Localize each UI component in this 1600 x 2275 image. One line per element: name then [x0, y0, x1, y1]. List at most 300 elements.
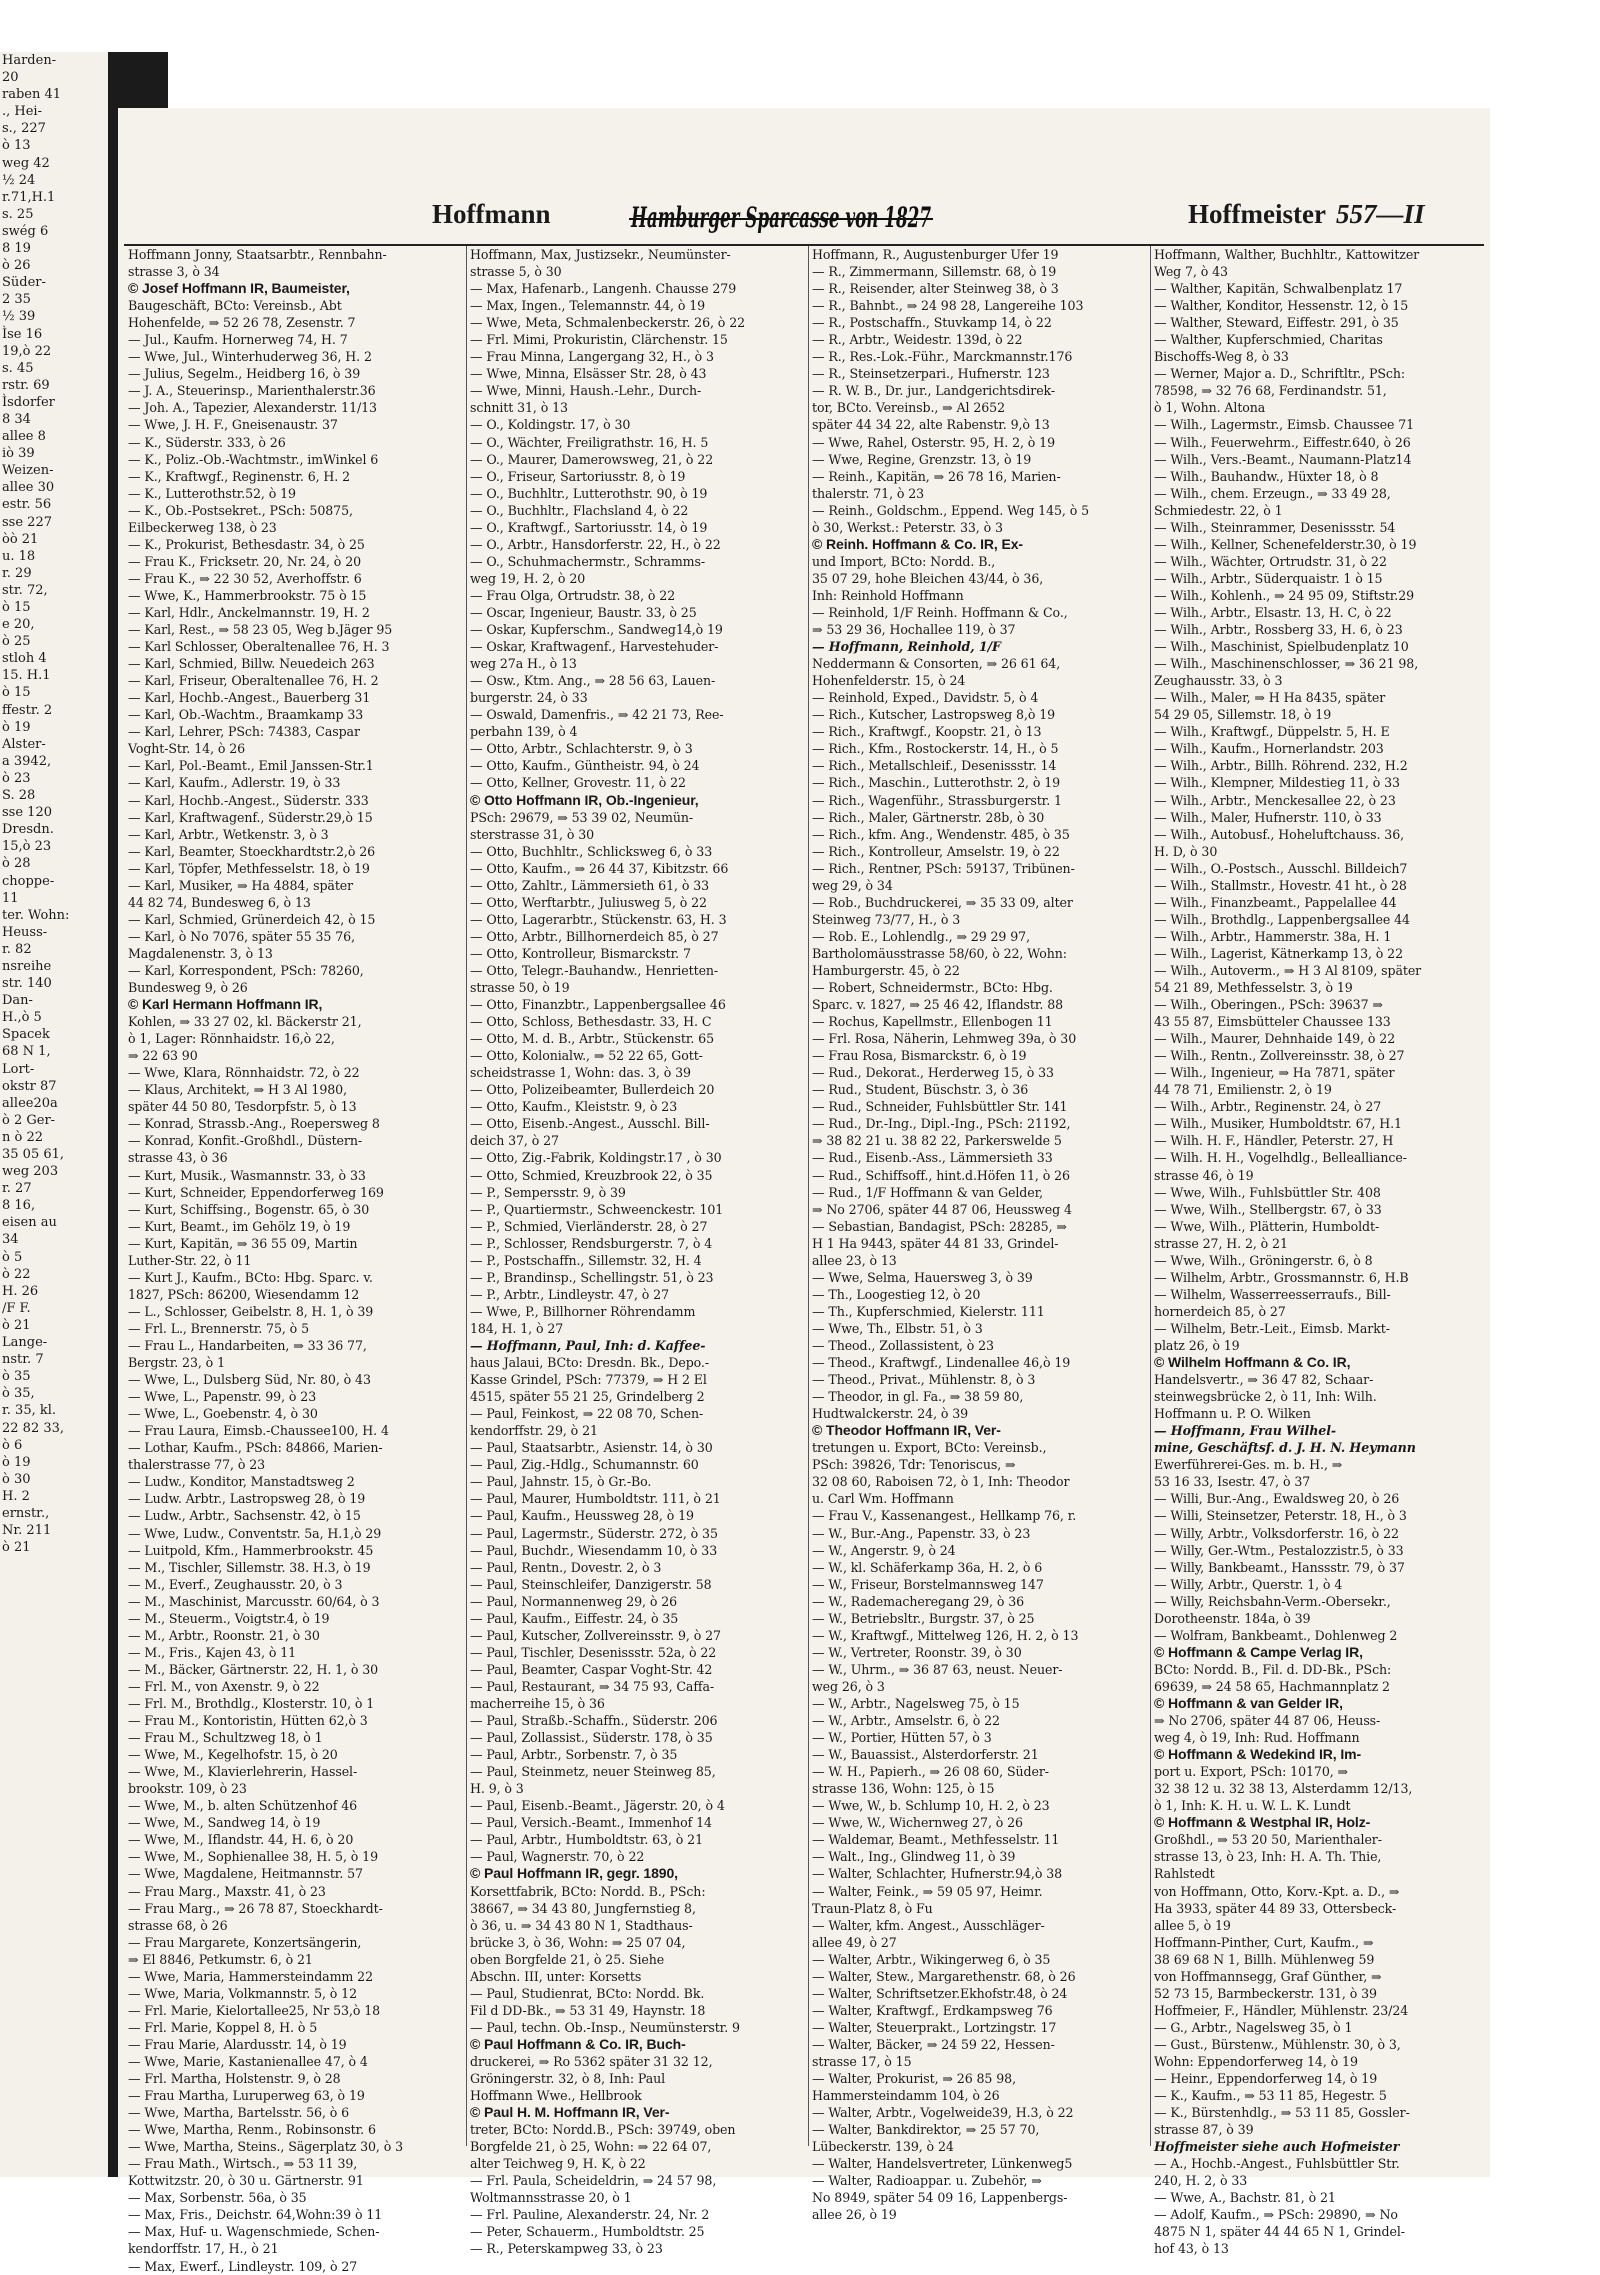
directory-entry: — Otto, Kolonialw., ⇒ 52 22 65, Gott- [470, 1048, 703, 1064]
prev-page-fragment: n ò 22 [2, 1129, 44, 1145]
directory-entry: — K., Poliz.-Ob.-Wachtmstr., imWinkel 6 [128, 451, 379, 467]
prev-page-fragment: iò 39 [2, 446, 35, 462]
directory-entry: — Heinr., Eppendorferweg 14, ò 19 [1154, 2071, 1378, 2087]
directory-entry: — Walter, Stew., Margarethenstr. 68, ò 26 [812, 1968, 1076, 1984]
directory-entry: — O., Kraftwgf., Sartoriusstr. 14, ò 19 [470, 519, 708, 535]
directory-entry: — Wilh., Musiker, Humboldtstr. 67, H.1 [1154, 1116, 1402, 1132]
directory-entry: — Wwe, M., Kegelhofstr. 15, ò 20 [128, 1747, 338, 1763]
prev-page-fragment: stloh 4 [2, 651, 47, 667]
prev-page-fragment: allee 30 [2, 480, 55, 496]
directory-entry: — Rich., Rentner, PSch: 59137, Tribünen- [812, 860, 1075, 876]
directory-entry: 1827, PSch: 86200, Wiesendamm 12 [128, 1286, 360, 1302]
directory-entry: — Wilh., Finanzbeamt., Pappelallee 44 [1154, 894, 1397, 910]
prev-page-fragment: ò 13 [2, 138, 31, 154]
directory-entry: — Otto, Finanzbtr., Lappenbergsallee 46 [470, 997, 726, 1013]
directory-entry: Ewerführerei-Ges. m. b. H., ⇒ [1154, 1457, 1343, 1473]
prev-page-fragment: nsreihe [2, 958, 52, 974]
directory-entry: thalerstr. 71, ò 23 [812, 485, 925, 501]
directory-entry: — Max, Fris., Deichstr. 64,Wohn:39 ò 11 [128, 2207, 383, 2223]
directory-entry: — Frau Marg., Maxstr. 41, ò 23 [128, 1883, 326, 1899]
directory-entry: Bundesweg 9, ò 26 [128, 980, 248, 996]
prev-page-fragment: r. 29 [2, 565, 32, 581]
directory-entry: Hoffmann, Walther, Buchhltr., Kattowitzer [1154, 247, 1420, 262]
prev-page-fragment: 15. H.1 [2, 668, 51, 684]
prev-page-fragment: ò 30 [2, 1471, 31, 1487]
directory-entry: — Joh. A., Tapezier, Alexanderstr. 11/13 [128, 400, 377, 416]
directory-entry: — Wilh., O.-Postsch., Ausschl. Billdeich7 [1154, 860, 1408, 876]
directory-entry: — Oswald, Damenfris., ⇒ 42 21 73, Ree- [470, 707, 724, 723]
directory-entry: — Rud., Dr.-Ing., Dipl.-Ing., PSch: 21192, [812, 1116, 1071, 1132]
directory-entry: — Paul, Arbtr., Sorbenstr. 7, ò 35 [470, 1747, 678, 1763]
directory-entry: — Wilh., Arbtr., Menckesallee 22, ò 23 [1154, 792, 1396, 808]
directory-entry: — Wilh., Arbtr., Reginenstr. 24, ò 27 [1154, 1099, 1382, 1115]
directory-entry: — Kurt, Beamt., im Gehölz 19, ò 19 [128, 1218, 351, 1234]
directory-entry: — W., Rademacheregang 29, ò 36 [812, 1593, 1025, 1609]
directory-entry: — Konrad, Strassb.-Ang., Roepersweg 8 [128, 1116, 380, 1132]
directory-entry: — Hoffmann, Reinhold, 1/F [812, 639, 1001, 655]
directory-entry: — G., Arbtr., Nagelsweg 35, ò 1 [1154, 2019, 1353, 2035]
directory-entry: — O., Schuhmachermstr., Schramms- [470, 553, 706, 569]
directory-entry: 32 08 60, Raboisen 72, ò 1, Inh: Theodor [812, 1474, 1070, 1490]
directory-entry: — Klaus, Architekt, ⇒ H 3 Al 1980, [128, 1082, 347, 1098]
prev-page-fragment: allee20a [2, 1095, 58, 1111]
directory-entry: © Reinh. Hoffmann & Co. IR, Ex- [812, 535, 1023, 552]
directory-entry: allee 5, ò 19 [1154, 1917, 1231, 1933]
directory-entry: — R., Reisender, alter Steinweg 38, ò 3 [812, 281, 1059, 297]
directory-entry: strasse 13, ò 23, Inh: H. A. Th. Thie, [1154, 1849, 1382, 1865]
directory-entry: Lübeckerstr. 139, ò 24 [812, 2139, 954, 2155]
directory-entry: — Wwe, Marie, Kastanienallee 47, ò 4 [128, 2053, 368, 2069]
prev-page-fragment: Dresdn. [2, 822, 54, 838]
prev-page-fragment: Süder- [2, 275, 46, 291]
directory-entry: weg 4, ò 19, Inh: Rud. Hoffmann [1154, 1730, 1360, 1746]
directory-entry: — Karl, Friseur, Oberaltenallee 76, H. 2 [128, 673, 379, 689]
directory-entry: Zeughausstr. 33, ò 3 [1154, 673, 1283, 689]
directory-entry: haus Jalaui, BCto: Dresdn. Bk., Depo.- [470, 1355, 709, 1371]
prev-page-fragment: ffestr. 2 [2, 702, 53, 718]
directory-entry: — Karl, Pol.-Beamt., Emil Janssen-Str.1 [128, 758, 374, 774]
prev-page-fragment: 68 N 1, [2, 1044, 51, 1060]
directory-entry: No 8949, später 54 09 16, Lappenbergs- [812, 2190, 1068, 2206]
directory-entry: — Paul, Buchdr., Wiesendamm 10, ò 33 [470, 1542, 718, 1558]
directory-entry: — Otto, Arbtr., Schlachterstr. 9, ò 3 [470, 741, 693, 757]
directory-entry: — Otto, Polizeibeamter, Bullerdeich 20 [470, 1082, 715, 1098]
directory-entry: — Wilh., Maschinenschlosser, ⇒ 36 21 98, [1154, 656, 1419, 672]
directory-entry: perbahn 139, ò 4 [470, 724, 578, 740]
directory-entry: — Lothar, Kaufm., PSch: 84866, Marien- [128, 1440, 383, 1456]
directory-entry: — Reinh., Goldschm., Eppend. Weg 145, ò 5 [812, 502, 1090, 518]
directory-entry: — Paul, Normannenweg 29, ò 26 [470, 1593, 678, 1609]
directory-entry: — Frau Rosa, Bismarckstr. 6, ò 19 [812, 1048, 1027, 1064]
directory-entry: ò 30, Werkst.: Peterstr. 33, ò 3 [812, 519, 1003, 535]
directory-entry: — Willy, Reichsbahn-Verm.-Obersekr., [1154, 1593, 1391, 1609]
directory-entry: Kasse Grindel, PSch: 77379, ⇒ H 2 El [470, 1372, 707, 1388]
directory-entry: — Wwe, Jul., Winterhuderweg 36, H. 2 [128, 349, 372, 365]
directory-entry: — Paul, Kaufm., Heussweg 28, ò 19 [470, 1508, 694, 1524]
directory-entry: — Wilh., Arbtr., Billh. Röhrend. 232, H.2 [1154, 758, 1408, 774]
prev-page-fragment: e 20, [2, 617, 35, 633]
prev-page-fragment: Ìsdorfer [2, 394, 55, 410]
prev-page-fragment: ò 25 [2, 634, 31, 650]
directory-entry: Kottwitzstr. 20, ò 30 u. Gärtnerstr. 91 [128, 2173, 364, 2189]
directory-entry: — Rud., Schiffsoff., hint.d.Höfen 11, ò 26 [812, 1167, 1070, 1183]
directory-entry: — W., Arbtr., Amselstr. 6, ò 22 [812, 1713, 1000, 1729]
directory-entry: ⇒ 22 63 90 [128, 1048, 198, 1064]
prev-page-fragment: okstr 87 [2, 1078, 57, 1094]
directory-entry: — Paul, techn. Ob.-Insp., Neumünsterstr. 9 [470, 2019, 740, 2035]
directory-entry: — Wilh., Arbtr., Hammerstr. 38a, H. 1 [1154, 928, 1392, 944]
directory-entry: 38667, ⇒ 34 43 80, Jungfernstieg 8, [470, 1900, 696, 1916]
directory-entry: — R., Arbtr., Weidestr. 139d, ò 22 [812, 332, 1023, 348]
prev-page-fragment: ò 26 [2, 258, 31, 274]
directory-entry: von Hoffmannsegg, Graf Günther, ⇒ [1154, 1968, 1382, 1984]
directory-entry: — Rich., Wagenführ., Strassburgerstr. 1 [812, 792, 1062, 808]
directory-entry: — Wwe, M., Sandweg 14, ò 19 [128, 1815, 321, 1831]
directory-entry: — Frl. M., von Axenstr. 9, ò 22 [128, 1678, 320, 1694]
directory-entry: © Paul Hoffmann & Co. IR, Buch- [470, 2035, 686, 2052]
directory-entry: steinwegsbrücke 2, ò 11, Inh: Wilh. [1154, 1389, 1377, 1405]
directory-entry: — Paul, Kutscher, Zollvereinsstr. 9, ò 27 [470, 1627, 721, 1643]
directory-entry: — Rich., Kfm., Rostockerstr. 14, H., ò 5 [812, 741, 1059, 757]
directory-entry: — Julius, Segelm., Heidberg 16, ò 39 [128, 366, 361, 382]
directory-entry: — Wilhelm, Wasserreesserraufs., Bill- [1154, 1286, 1391, 1302]
directory-entry: — Rud., Eisenb.-Ass., Lämmersieth 33 [812, 1150, 1053, 1166]
directory-entry: 4515, später 55 21 25, Grindelberg 2 [470, 1389, 705, 1405]
prev-page-fragment: ter. Wohn: [2, 907, 70, 923]
directory-entry: — Wwe, Martha, Bartelsstr. 56, ò 6 [128, 2105, 350, 2121]
directory-entry: — Wwe, Maria, Volkmannstr. 5, ò 12 [128, 1985, 357, 2001]
directory-entry: — Wilh., Kellner, Schenefelderstr.30, ò 19 [1154, 536, 1417, 552]
directory-entry: — Theod., Zollassistent, ò 23 [812, 1338, 994, 1353]
prev-page-fragment: u. 18 [2, 548, 36, 564]
previous-page-edge [0, 52, 108, 2177]
directory-entry: — M., Steuerm., Voigtstr.4, ò 19 [128, 1610, 330, 1626]
directory-entry: oben Borgfelde 21, ò 25. Siehe [470, 1951, 665, 1967]
directory-entry: — Wwe, Rahel, Osterstr. 95, H. 2, ò 19 [812, 434, 1055, 450]
directory-entry: — Ludw., Konditor, Manstadtsweg 2 [128, 1474, 355, 1490]
prev-page-fragment: 20 [2, 70, 19, 86]
prev-page-fragment: 11 [2, 890, 19, 906]
prev-page-fragment: ò 21 [2, 1317, 31, 1333]
prev-page-fragment: 8 16, [2, 1198, 36, 1214]
directory-entry: — Paul, Versich.-Beamt., Immenhof 14 [470, 1815, 712, 1831]
directory-entry: Borgfelde 21, ò 25, Wohn: ⇒ 22 64 07, [470, 2139, 712, 2155]
directory-entry: allee 26, ò 19 [812, 2207, 897, 2223]
directory-entry: — Wwe, Wilh., Plätterin, Humboldt- [1154, 1218, 1380, 1234]
directory-entry: © Wilhelm Hoffmann & Co. IR, [1154, 1354, 1351, 1371]
directory-entry: — Frau Marg., ⇒ 26 78 87, Stoeckhardt- [128, 1900, 383, 1916]
directory-entry: — Wilh., Maschinist, Spielbudenplatz 10 [1154, 639, 1409, 655]
directory-entry: — O., Arbtr., Hansdorferstr. 22, H., ò 22 [470, 536, 721, 552]
header-right-name: Hoffmeister [1188, 199, 1326, 229]
prev-page-fragment: 15,ò 23 [2, 839, 52, 855]
directory-entry: — Otto, Lagerarbtr., Stückenstr. 63, H. 3 [470, 911, 727, 927]
prev-page-fragment: 8 19 [2, 241, 31, 257]
prev-page-fragment: /F F. [2, 1300, 31, 1316]
directory-entry: — W., Friseur, Borstelmannsweg 147 [812, 1576, 1044, 1592]
directory-entry: — R., Postschaffn., Stuvkamp 14, ò 22 [812, 315, 1052, 331]
prev-page-fragment: S. 28 [2, 788, 36, 804]
directory-column-4 [1154, 246, 1486, 2257]
prev-page-fragment: choppe- [2, 873, 55, 889]
directory-entry: Hoffmeister siehe auch Hofmeister [1154, 2139, 1400, 2155]
directory-entry: — Willy, Arbtr., Volksdorferstr. 16, ò 22 [1154, 1525, 1399, 1541]
prev-page-fragment: Lort- [2, 1061, 35, 1077]
directory-entry: — Karl, Schmied, Grünerdeich 42, ò 15 [128, 911, 376, 927]
directory-entry: — Frau Laura, Eimsb.-Chaussee100, H. 4 [128, 1423, 389, 1439]
directory-entry: — Karl, Hochb.-Angest., Bauerberg 31 [128, 690, 371, 706]
directory-entry: — Theod., Privat., Mühlenstr. 8, ò 3 [812, 1372, 1036, 1388]
directory-entry: Kohlen, ⇒ 33 27 02, kl. Bäckerstr 21, [128, 1014, 362, 1030]
prev-page-fragment: s. 25 [2, 206, 34, 222]
directory-entry: deich 37, ò 27 [470, 1133, 559, 1149]
directory-entry: brücke 3, ò 36, Wohn: ⇒ 25 07 04, [470, 1934, 686, 1950]
prev-page-fragment: Nr. 211 [2, 1523, 52, 1539]
directory-entry: — K., Lutterothstr.52, ò 19 [128, 485, 296, 501]
page-header [118, 183, 1490, 253]
directory-entry: — K., Ob.-Postsekret., PSch: 50875, [128, 502, 353, 518]
directory-entry: 35 07 29, hohe Bleichen 43/44, ò 36, [812, 570, 1044, 586]
directory-entry: — Rud., Schneider, Fuhlsbüttler Str. 141 [812, 1099, 1068, 1115]
directory-entry: — Walter, Feink., ⇒ 59 05 97, Heimr. [812, 1883, 1043, 1899]
directory-entry: — Wilh., Maurer, Dehnhaide 149, ò 22 [1154, 1031, 1396, 1047]
directory-entry: — Wwe, M., b. alten Schützenhof 46 [128, 1798, 358, 1814]
prev-page-fragment: Alster- [2, 736, 46, 752]
directory-entry: tretungen u. Export, BCto: Vereinsb., [812, 1440, 1047, 1456]
directory-column-2 [470, 246, 804, 2257]
directory-entry: — K., Süderstr. 333, ò 26 [128, 434, 286, 450]
directory-entry: 4875 N 1, später 44 44 65 N 1, Grindel- [1154, 2224, 1405, 2240]
prev-page-fragment: ò 2 Ger- [2, 1112, 56, 1128]
directory-entry: — Max, Sorbenstr. 56a, ò 35 [128, 2190, 307, 2206]
directory-entry: — Hoffmann, Frau Wilhel- [1154, 1423, 1337, 1439]
directory-entry: — Wwe, Th., Elbstr. 51, ò 3 [812, 1320, 983, 1336]
directory-entry: — Wilh., Brothdlg., Lappenbergsallee 44 [1154, 911, 1410, 927]
directory-entry: — Kurt, Musik., Wasmannstr. 33, ò 33 [128, 1167, 366, 1183]
directory-entry: — Karl, Kraftwagenf., Süderstr.29,ò 15 [128, 809, 373, 825]
directory-entry: — R., Zimmermann, Sillemstr. 68, ò 19 [812, 264, 1057, 280]
directory-entry: © Paul Hoffmann IR, gegr. 1890, [470, 1865, 678, 1882]
directory-entry: — Wilh., Maler, ⇒ H Ha 8435, später [1154, 690, 1386, 706]
directory-entry: — Frl. Rosa, Näherin, Lehmweg 39a, ò 30 [812, 1031, 1077, 1047]
directory-entry: — Rud., Dekorat., Herderweg 15, ò 33 [812, 1065, 1054, 1081]
directory-entry: PSch: 29679, ⇒ 53 39 02, Neumün- [470, 809, 694, 825]
directory-entry: — Walther, Kupferschmied, Charitas [1154, 332, 1383, 348]
prev-page-fragment: Dan- [2, 993, 33, 1009]
directory-entry: hornerdeich 85, ò 27 [1154, 1303, 1286, 1319]
directory-entry: BCto: Nordd. B., Fil. d. DD-Bk., PSch: [1154, 1661, 1392, 1677]
directory-entry: — O., Maurer, Damerowsweg, 21, ò 22 [470, 451, 714, 467]
directory-entry: ⇒ No 2706, später 44 87 06, Heussweg 4 [812, 1201, 1072, 1217]
directory-entry: — Wilh., Autobusf., Hoheluftchauss. 36, [1154, 826, 1405, 842]
directory-entry: — Otto, Kaufm., ⇒ 26 44 37, Kibitzstr. 66 [470, 860, 729, 876]
column-divider [466, 246, 467, 2146]
directory-entry: — Walter, Bankdirektor, ⇒ 25 57 70, [812, 2122, 1040, 2138]
directory-entry: — Willi, Steinsetzer, Peterstr. 18, H., ò 3 [1154, 1508, 1407, 1524]
directory-entry: ò 1, Inh: K. H. u. W. L. K. Lundt [1154, 1798, 1351, 1814]
directory-entry: — Werner, Major a. D., Schriftltr., PSch: [1154, 366, 1405, 382]
directory-entry: 54 29 05, Sillemstr. 18, ò 19 [1154, 707, 1332, 723]
prev-page-fragment: ò 35 [2, 1369, 31, 1385]
directory-entry: — Wilh. H. F., Händler, Peterstr. 27, H [1154, 1133, 1394, 1149]
directory-entry: — Frl. L., Brennerstr. 75, ò 5 [128, 1320, 309, 1336]
prev-page-fragment: ò 23 [2, 770, 31, 786]
directory-entry: — Walter, Bäcker, ⇒ 24 59 22, Hessen- [812, 2036, 1055, 2052]
directory-entry: — W., Angerstr. 9, ò 24 [812, 1542, 956, 1558]
directory-entry: © Hoffmann & Campe Verlag IR, [1154, 1643, 1363, 1660]
directory-entry: — Wilh., Rentn., Zollvereinsstr. 38, ò 27 [1154, 1048, 1405, 1064]
column-divider [808, 246, 809, 2146]
directory-entry: — Walter, Radioappar. u. Zubehör, ⇒ [812, 2173, 1042, 2189]
prev-page-fragment: H.,ò 5 [2, 1010, 42, 1026]
directory-entry: — Paul, Beamter, Caspar Voght-Str. 42 [470, 1661, 713, 1677]
prev-page-fragment: 19,ò 22 [2, 343, 52, 359]
directory-entry: — Reinh., Kapitän, ⇒ 26 78 16, Marien- [812, 468, 1061, 484]
directory-entry: — Wwe, Wilh., Gröningerstr. 6, ò 8 [1154, 1252, 1373, 1268]
directory-entry: — Karl, ò No 7076, später 55 35 76, [128, 928, 355, 944]
directory-entry: 43 55 87, Eimsbütteler Chaussee 133 [1154, 1014, 1391, 1030]
directory-entry: — P., Schlosser, Rendsburgerstr. 7, ò 4 [470, 1235, 713, 1251]
directory-entry: 54 21 89, Methfesselstr. 3, ò 19 [1154, 980, 1353, 996]
directory-entry: Handelsvertr., ⇒ 36 47 82, Schaar- [1154, 1372, 1374, 1388]
directory-entry: 184, H. 1, ò 27 [470, 1320, 564, 1336]
sparcasse-logo [623, 183, 943, 247]
directory-entry: ò 1, Wohn. Altona [1154, 400, 1266, 416]
prev-page-fragment: Heuss- [2, 924, 48, 940]
directory-entry: — Wwe, Martha, Steins., Sägerplatz 30, ò 3 [128, 2139, 404, 2155]
prev-page-fragment: H. 26 [2, 1283, 39, 1299]
directory-entry: — Walter, Handelsvertreter, Lünkenweg5 [812, 2156, 1073, 2172]
directory-entry: — Walther, Kapitän, Schwalbenplatz 17 [1154, 281, 1403, 297]
directory-entry: Magdalenenstr. 3, ò 13 [128, 945, 273, 961]
directory-entry: — Frl. Mimi, Prokuristin, Clärchenstr. 15 [470, 332, 728, 348]
directory-entry: — W., Kraftwgf., Mittelweg 126, H. 2, ò 13 [812, 1627, 1079, 1643]
directory-entry: brookstr. 109, ò 23 [128, 1781, 247, 1797]
prev-page-fragment: r.71,H.1 [2, 189, 56, 205]
directory-entry: — Frau M., Kontoristin, Hütten 62,ò 3 [128, 1713, 368, 1729]
directory-entry: — W., kl. Schäferkamp 36a, H. 2, ò 6 [812, 1559, 1043, 1575]
directory-entry: — M., Bäcker, Gärtnerstr. 22, H. 1, ò 30 [128, 1661, 379, 1677]
prev-page-fragment: ò 5 [2, 1249, 23, 1265]
prev-page-fragment: sse 227 [2, 514, 52, 530]
directory-entry: © Karl Hermann Hoffmann IR, [128, 996, 323, 1013]
directory-entry: — Wilh., Maler, Hufnerstr. 110, ò 33 [1154, 809, 1382, 825]
prev-page-fragment: 8 34 [2, 411, 31, 427]
prev-page-fragment: ò 35, [2, 1386, 35, 1402]
directory-entry: — Rich., kfm. Ang., Wendenstr. 485, ò 35 [812, 826, 1070, 842]
directory-entry: kendorffstr. 29, ò 21 [470, 1423, 598, 1439]
prev-page-fragment: nstr. 7 [2, 1352, 44, 1368]
directory-entry: — P., Sempersstr. 9, ò 39 [470, 1184, 626, 1200]
prev-page-fragment: r. 27 [2, 1181, 32, 1197]
directory-entry: — Wilh., Steinrammer, Desenissstr. 54 [1154, 519, 1396, 535]
directory-entry: allee 23, ò 13 [812, 1252, 897, 1268]
directory-entry: Hoffmann Jonny, Staatsarbtr., Rennbahn- [128, 247, 387, 262]
directory-entry: — Wilh., chem. Erzeugn., ⇒ 33 49 28, [1154, 485, 1391, 501]
directory-entry: — Rich., Kontrolleur, Amselstr. 19, ò 22 [812, 843, 1060, 859]
prev-page-fragment: ½ 24 [2, 172, 36, 188]
prev-page-fragment: 22 82 33, [2, 1420, 65, 1436]
directory-entry: 38 69 68 N 1, Billh. Mühlenweg 59 [1154, 1951, 1375, 1967]
directory-entry: sterstrasse 31, ò 30 [470, 826, 595, 842]
directory-entry: — Wilhelm, Betr.-Leit., Eimsb. Markt- [1154, 1320, 1390, 1336]
directory-entry: — Karl, Lehrer, PSch: 74383, Caspar [128, 724, 360, 740]
directory-entry: Voght-Str. 14, ò 26 [128, 741, 246, 757]
directory-entry: — Oskar, Kraftwagenf., Harvestehuder- [470, 639, 719, 655]
directory-entry: — P., Quartiermstr., Schweenckestr. 101 [470, 1201, 724, 1217]
directory-entry: weg 26, ò 3 [812, 1678, 885, 1694]
directory-entry: — Willy, Arbtr., Querstr. 1, ò 4 [1154, 1576, 1343, 1592]
prev-page-fragment: ., Hei- [2, 104, 42, 120]
directory-entry: — Th., Kupferschmied, Kielerstr. 111 [812, 1303, 1045, 1319]
directory-entry: — Wilh. H. H., Vogelhdlg., Bellealliance- [1154, 1150, 1407, 1166]
prev-page-fragment: str. 140 [2, 976, 52, 992]
directory-entry: — Wwe, L., Papenstr. 99, ò 23 [128, 1389, 317, 1405]
directory-entry: Hohenfelde, ⇒ 52 26 78, Zesenstr. 7 [128, 315, 356, 331]
page-number: 557—II [1336, 199, 1425, 229]
directory-entry: Luther-Str. 22, ò 11 [128, 1252, 252, 1268]
directory-entry: — Reinhold, Exped., Davidstr. 5, ò 4 [812, 690, 1039, 706]
directory-entry: Wohn: Eppendorferweg 14, ò 19 [1154, 2053, 1358, 2069]
directory-entry: — Wwe, W., b. Schlump 10, H. 2, ò 23 [812, 1798, 1050, 1814]
directory-entry: — Wwe, M., Klavierlehrerin, Hassel- [128, 1764, 358, 1780]
directory-entry: Rahlstedt [1154, 1866, 1215, 1882]
directory-entry: H. 9, ò 3 [470, 1781, 524, 1797]
directory-entry: — Waldemar, Beamt., Methfesselstr. 11 [812, 1832, 1060, 1848]
prev-page-fragment: rstr. 69 [2, 377, 50, 393]
directory-column-1 [128, 246, 462, 2274]
directory-entry: — Walter, Steuerprakt., Lortzingstr. 17 [812, 2019, 1057, 2035]
directory-entry: — Kurt J., Kaufm., BCto: Hbg. Sparc. v. [128, 1269, 373, 1285]
directory-entry: — Wwe, Wilh., Stellbergstr. 67, ò 33 [1154, 1201, 1382, 1217]
directory-entry: — Paul, Eisenb.-Beamt., Jägerstr. 20, ò 4 [470, 1798, 725, 1814]
directory-entry: — Adolf, Kaufm., ⇒ PSch: 29890, ⇒ No [1154, 2207, 1398, 2223]
directory-entry: — Frau K., Fricksetr. 20, Nr. 24, ò 20 [128, 553, 362, 569]
directory-entry: strasse 87, ò 39 [1154, 2122, 1254, 2138]
directory-entry: — Walter, Prokurist, ⇒ 26 85 98, [812, 2071, 1016, 2087]
directory-entry: — Rich., Metallschleif., Desenissstr. 14 [812, 758, 1057, 774]
directory-entry: — M., Arbtr., Roonstr. 21, ò 30 [128, 1627, 320, 1643]
prev-page-fragment: òò 21 [2, 531, 39, 547]
prev-page-fragment: 2 35 [2, 292, 31, 308]
directory-entry: Hoffmann-Pinther, Curt, Kaufm., ⇒ [1154, 1934, 1374, 1950]
directory-entry: Ha 3933, später 44 89 33, Ottersbeck- [1154, 1900, 1397, 1916]
directory-entry: — Otto, Schloss, Bethesdastr. 33, H. C [470, 1014, 712, 1030]
directory-entry: © Theodor Hoffmann IR, Ver- [812, 1422, 1001, 1439]
directory-entry: Hoffmann Wwe., Hellbrook [470, 2088, 642, 2104]
directory-entry: — Wilh., Kaufm., Hornerlandstr. 203 [1154, 741, 1384, 757]
directory-entry: — Paul, Kaufm., Eiffestr. 24, ò 35 [470, 1610, 679, 1626]
directory-entry: — Wwe, J. H. F., Gneisenaustr. 37 [128, 417, 338, 433]
prev-page-fragment: ò 28 [2, 856, 31, 872]
directory-entry: Hoffmann, R., Augustenburger Ufer 19 [812, 247, 1059, 262]
directory-entry: weg 19, H. 2, ò 20 [470, 570, 586, 586]
directory-entry: — Luitpold, Kfm., Hammerbrookstr. 45 [128, 1542, 374, 1558]
directory-entry: — Frau K., ⇒ 22 30 52, Averhoffstr. 6 [128, 570, 362, 586]
directory-entry: Fil d DD-Bk., ⇒ 53 31 49, Haynstr. 18 [470, 2002, 706, 2018]
prev-page-fragment: ò 15 [2, 685, 31, 701]
directory-entry: — Wwe, M., Iflandstr. 44, H. 6, ò 20 [128, 1832, 354, 1848]
directory-entry: — Osw., Ktm. Ang., ⇒ 28 56 63, Lauen- [470, 673, 716, 689]
prev-page-fragment: ò 19 [2, 719, 31, 735]
directory-entry: — Wilh., Klempner, Mildestieg 11, ò 33 [1154, 775, 1400, 791]
directory-entry: — Otto, Buchhltr., Schlicksweg 6, ò 33 [470, 843, 713, 859]
directory-entry: — Frau Margarete, Konzertsängerin, [128, 1934, 362, 1950]
directory-entry: scheidstrasse 1, Wohn: das. 3, ò 39 [470, 1065, 691, 1081]
directory-entry: — Rob., Buchdruckerei, ⇒ 35 33 09, alter [812, 894, 1073, 910]
directory-entry: — Frau Martha, Luruperweg 63, ò 19 [128, 2088, 365, 2104]
directory-entry: — Wwe, Meta, Schmalenbeckerstr. 26, ò 22 [470, 315, 746, 331]
